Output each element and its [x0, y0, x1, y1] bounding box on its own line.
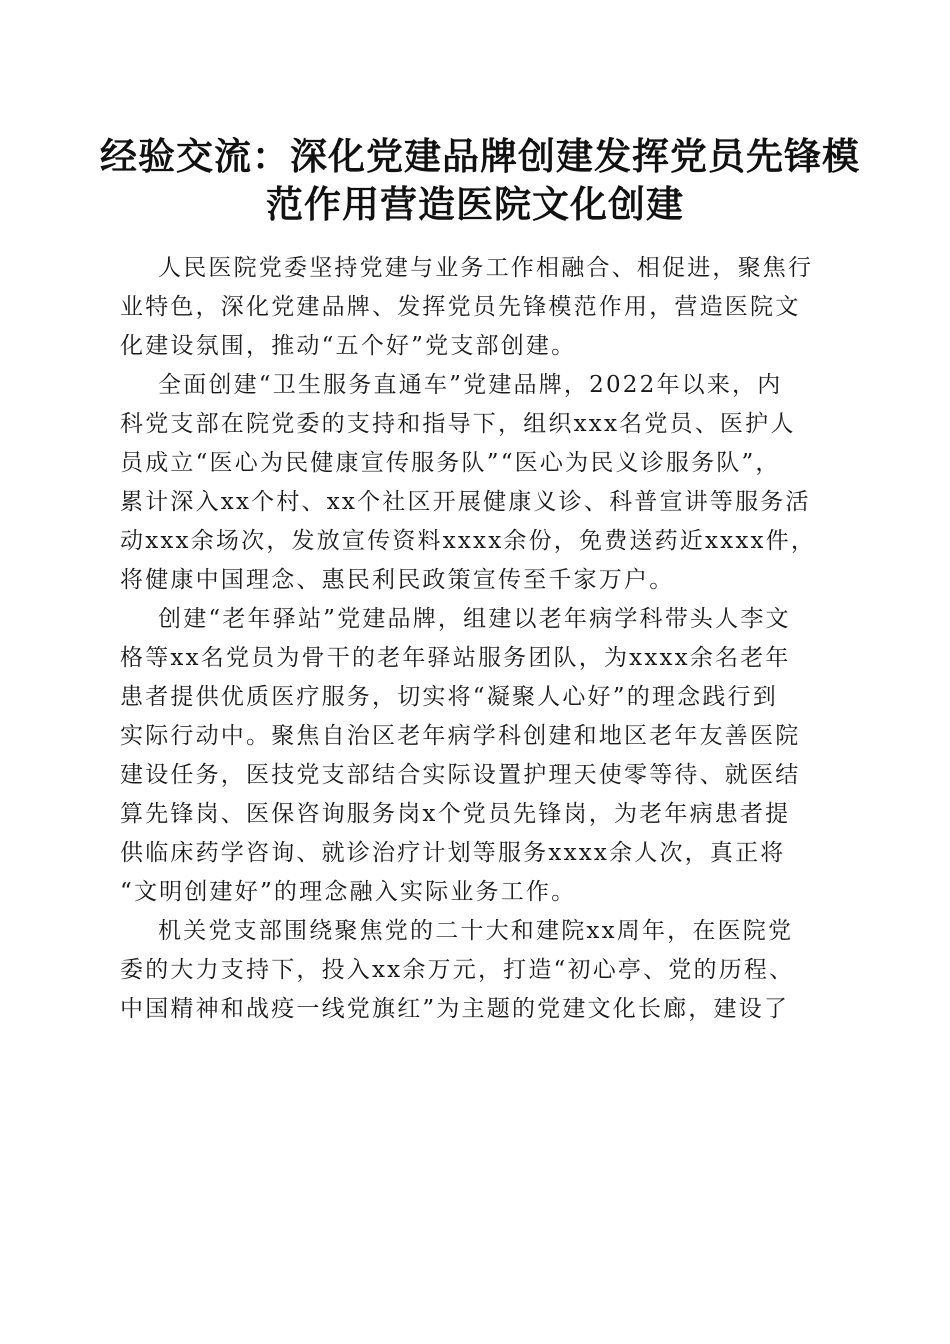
- paragraph-4: [120, 912, 830, 1029]
- paragraph-2: [120, 366, 830, 600]
- title-line-1: 经验交流：深化党建品牌创建发挥党员先锋模: [100, 134, 860, 178]
- paragraph-line: 化建设氛围，推动“五个好”党支部创建。: [120, 333, 577, 359]
- paragraph-line: “文明创建好”的理念融入实际业务工作。: [120, 879, 577, 905]
- paragraph-line: 格等xx名党员为骨干的老年驿站服务团队，为xxxx余名老年: [120, 645, 791, 671]
- document-title: [100, 132, 860, 228]
- paragraph-line: 创建“老年驿站”党建品牌，组建以老年病学科带头人李文: [158, 606, 791, 632]
- paragraph-line: 委的大力支持下，投入xx余万元，打造“初心亭、党的历程、: [120, 957, 795, 983]
- paragraph-line: 科党支部在院党委的支持和指导下，组织xxx名党员、医护人: [120, 411, 796, 437]
- paragraph-line: 建设任务，医技党支部结合实际设置护理天使零等待、就医结: [120, 762, 801, 788]
- paragraph-line: 算先锋岗、医保咨询服务岗x个党员先锋岗，为老年病患者提: [120, 801, 791, 827]
- paragraph-line: 机关党支部围绕聚焦党的二十大和建院xx周年，在医院党: [158, 918, 794, 944]
- document-body: [120, 249, 830, 1029]
- paragraph-line: 实际行动中。聚焦自治区老年病学科创建和地区老年友善医院: [120, 723, 801, 749]
- paragraph-line: 员成立“医心为民健康宣传服务队”“医心为民义诊服务队”，: [120, 450, 781, 476]
- paragraph-line: 累计深入xx个村、xx个社区开展健康义诊、科普宣讲等服务活: [120, 489, 811, 515]
- title-line-2: 范作用营造医院文化创建: [266, 182, 684, 226]
- paragraph-1: [120, 249, 830, 366]
- paragraph-line: 中国精神和战疫一线党旗红”为主题的党建文化长廊，建设了: [120, 996, 790, 1022]
- paragraph-line: 全面创建“卫生服务直通车”党建品牌，2022年以来，内: [158, 372, 783, 398]
- paragraph-line: 动xxx余场次，发放宣传资料xxxx余份，免费送药近xxxx件，: [120, 528, 817, 554]
- paragraph-line: 供临床药学咨询、就诊治疗计划等服务xxxx余人次，真正将: [120, 840, 786, 866]
- paragraph-line: 人民医院党委坚持党建与业务工作相融合、相促进，聚焦行: [158, 255, 814, 281]
- paragraph-line: 业特色，深化党建品牌、发挥党员先锋模范作用，营造医院文: [120, 294, 801, 320]
- paragraph-line: 将健康中国理念、惠民利民政策宣传至千家万户。: [120, 567, 675, 593]
- paragraph-3: [120, 600, 830, 912]
- paragraph-line: 患者提供优质医疗服务，切实将“凝聚人心好”的理念践行到: [120, 684, 778, 710]
